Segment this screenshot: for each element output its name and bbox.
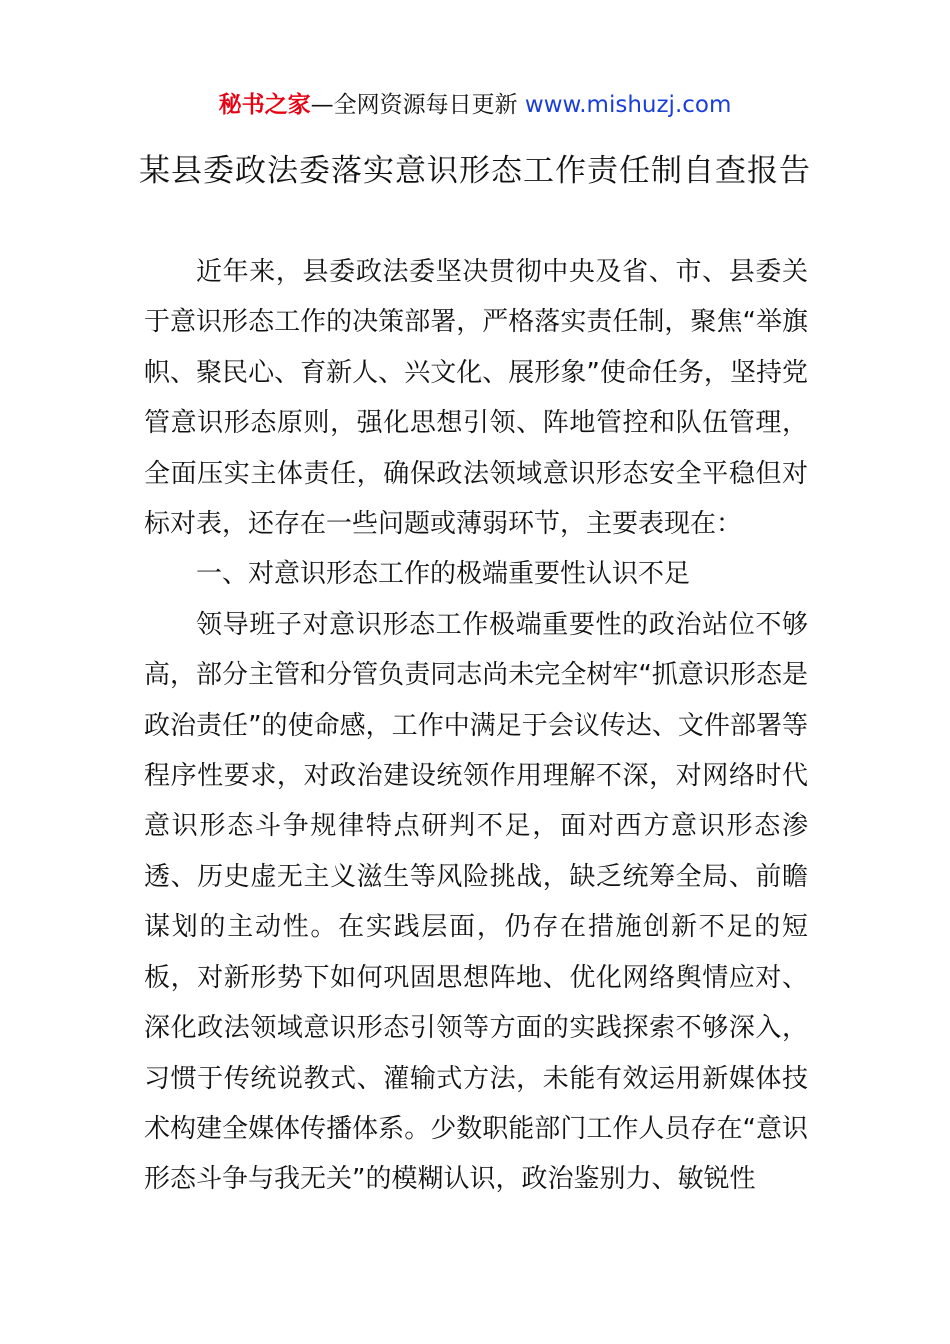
site-tagline: —全网资源每日更新 [310,92,525,118]
section-heading-1: 一、对意识形态工作的极端重要性认识不足 [196,559,691,590]
document-body [144,247,808,1205]
paragraph-intro: 近年来，县委政法委坚决贯彻中央及省、市、县委关于意识形态工作的决策部署，严格落实责任制，聚焦“举旗帜、聚民心、育新人、兴文化、展形象”使命任务，坚持党管意识形态原则，强化思想引领、阵地管控和队伍管理，全面压实主体责任，确保政法领域意识形态安全平稳但对标对表，还存在一些问题或薄弱环节，主要表现在： [144,257,808,540]
document-title: 某县委政法委落实意识形态工作责任制自查报告 [139,153,811,189]
site-header [0,88,950,122]
paragraph-section-1: 领导班子对意识形态工作极端重要性的政治站位不够高，部分主管和分管负责同志尚未完全树牢“抓意识形态是政治责任”的使命感，工作中满足于会议传达、文件部署等程序性要求，对政治建设统领作用理解不深，对网络时代意识形态斗争规律特点研判不足，面对西方意识形态渗透、历史虚无主义滋生等风险挑战，缺乏统筹全局、前瞻谋划的主动性。在实践层面，仍存在措施创新不足的短板，对新形势下如何巩固思想阵地、优化网络舆情应对、深化政法领域意识形态引领等方面的实践探索不够深入，习惯于传统说教式、灌输式方法，未能有效运用新媒体技术构建全媒体传播体系。少数职能部门工作人员存在“意识形态斗争与我无关”的模糊认识，政治鉴别力、敏锐性 [144,609,808,1195]
site-url-link[interactable]: www.mishuzj.com [524,92,732,118]
site-brand: 秘书之家 [218,92,311,118]
